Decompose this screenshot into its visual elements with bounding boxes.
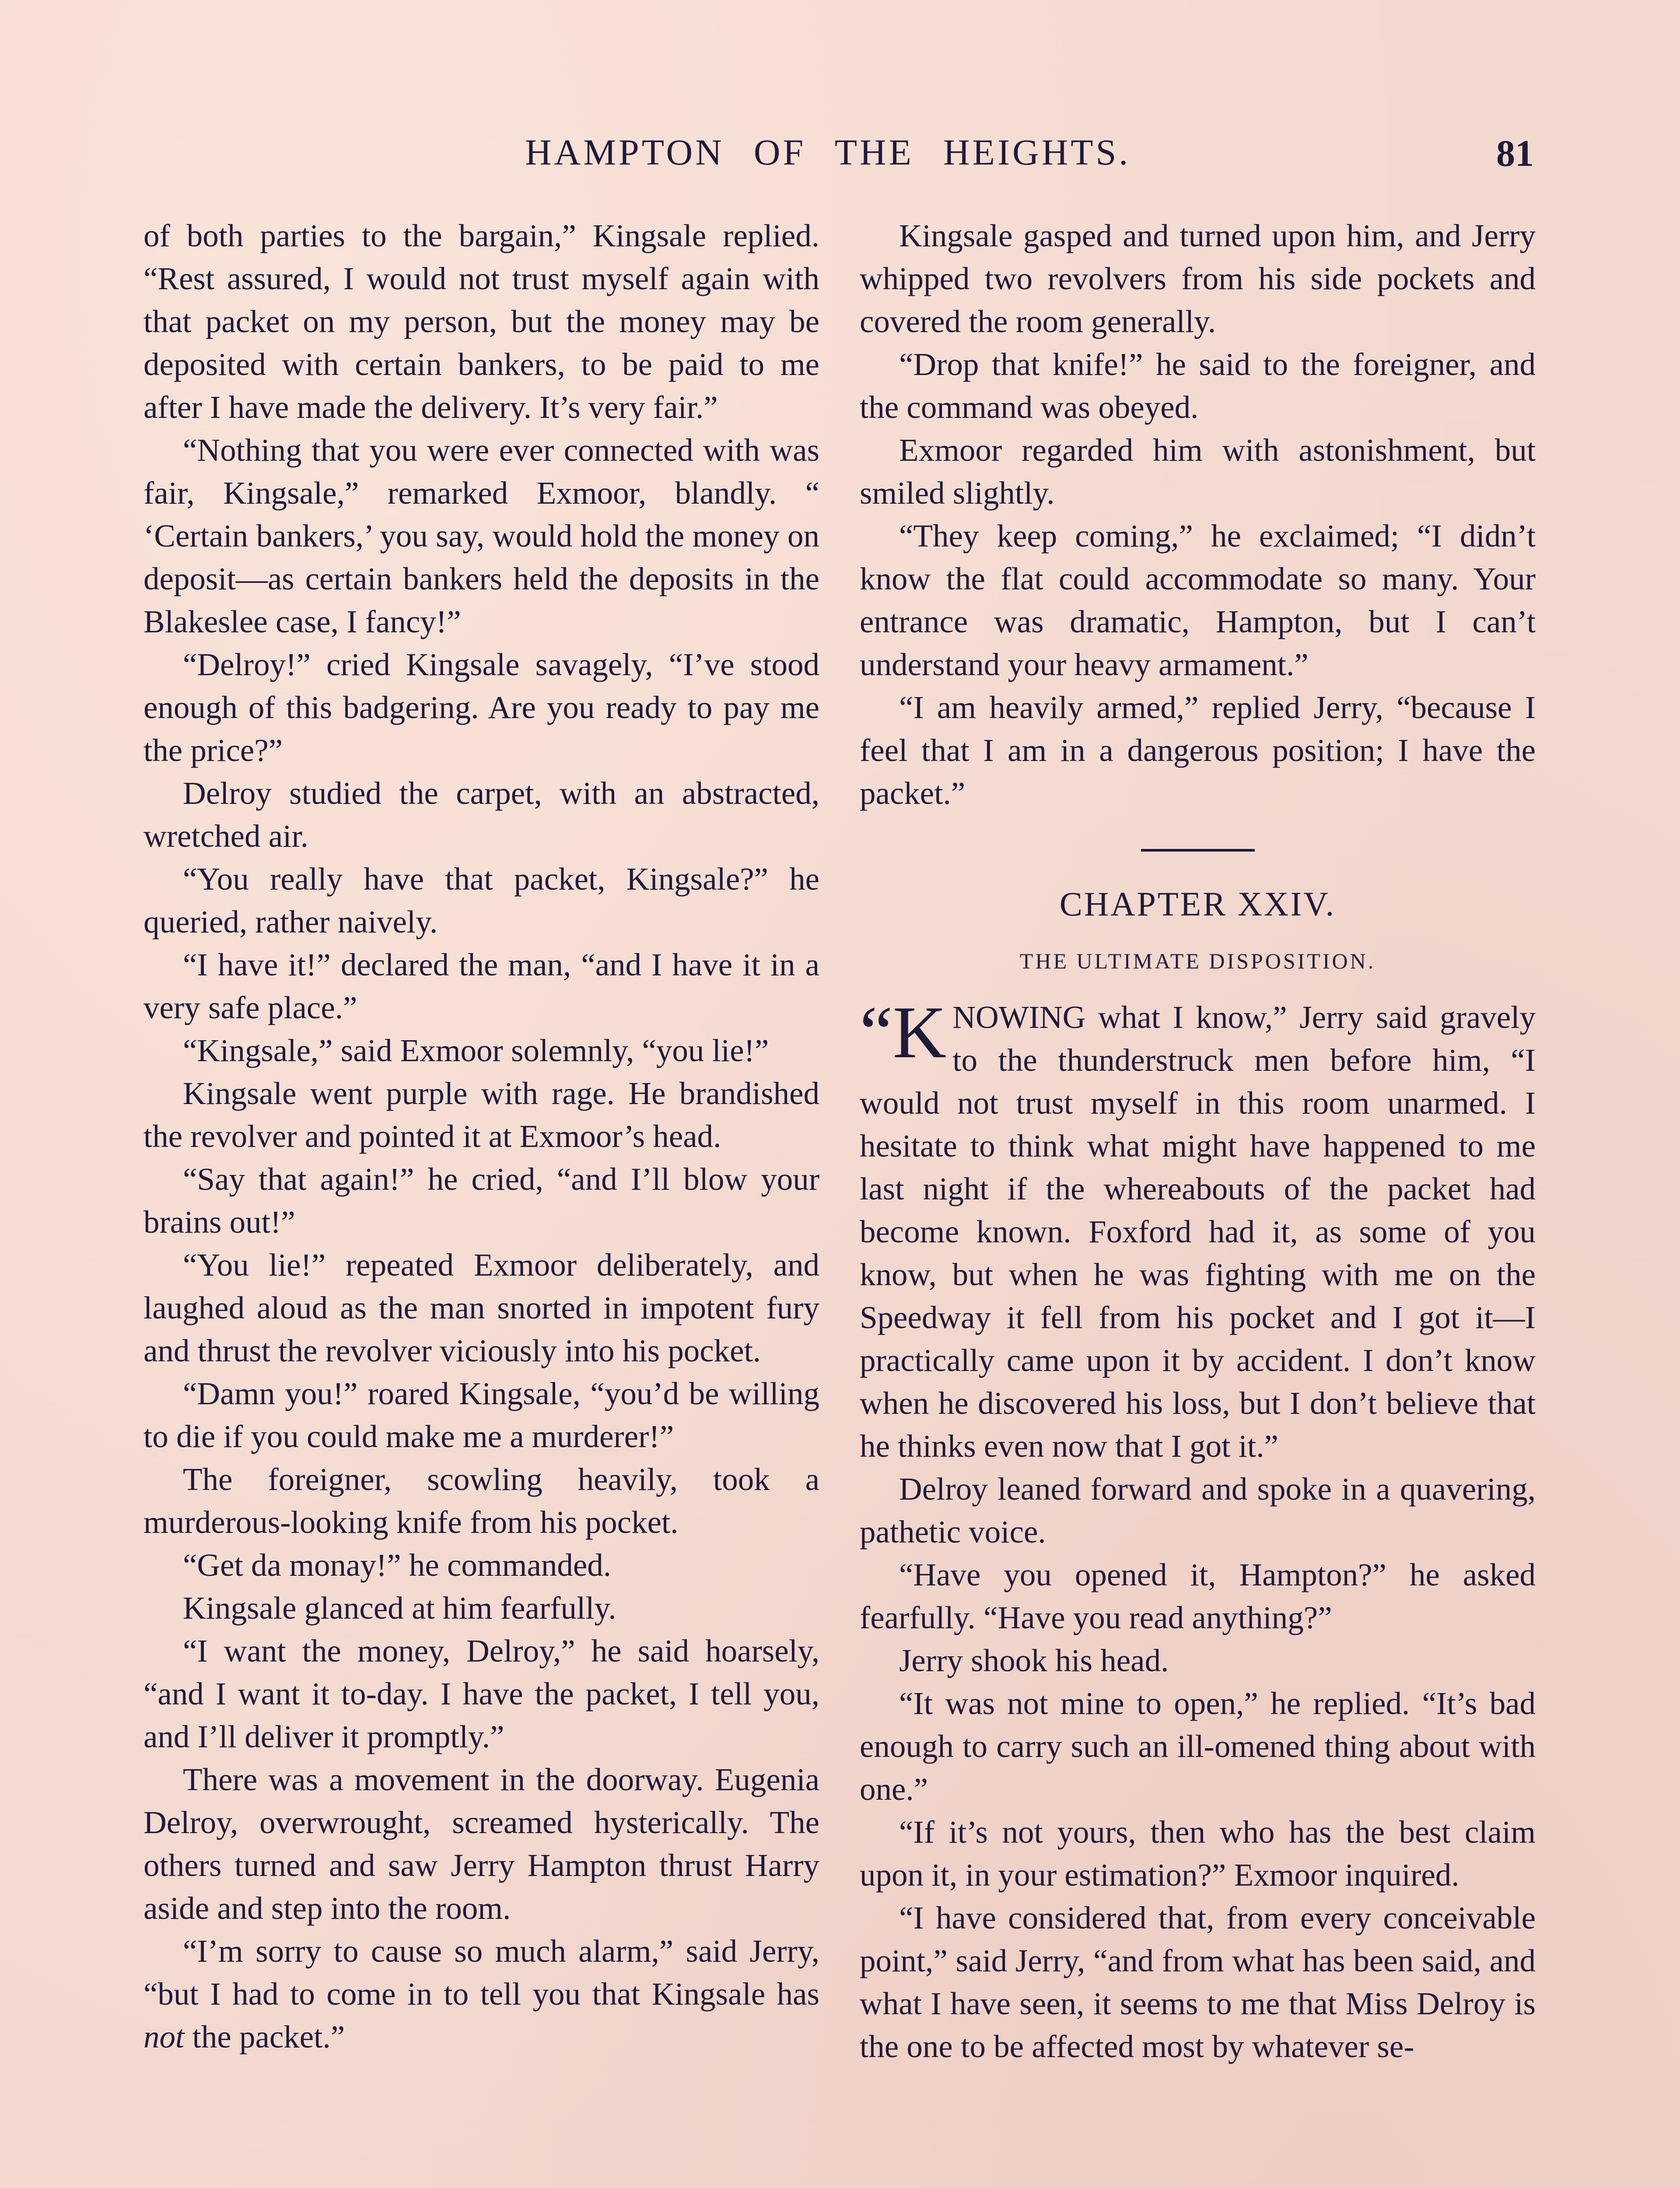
page-number: 81 <box>1496 132 1534 174</box>
paragraph: The foreigner, scowling heavily, took a murderous-looking knife from his pocket. <box>144 1462 819 1540</box>
emphasis-word: not <box>144 2019 185 2055</box>
running-title: HAMPTON OF THE HEIGHTS. <box>525 132 1131 173</box>
paragraph: “You really have that packet, Kingsale?” he queried, rather naively. <box>144 861 819 940</box>
paragraph: of both parties to the bargain,” Kingsale replied. “Rest assured, I would not trust myself again with that packet on my person, but the money may be deposited with certain bankers, to be paid to me after I have made the delivery. It’s very fair.” <box>144 218 819 425</box>
paragraph: There was a movement in the doorway. Eugenia Delroy, overwrought, screamed hysterically. The others turned and saw Jerry Hampton thrust Harry aside and step into the room. <box>144 1762 819 1926</box>
paragraph: “Get da monay!” he commanded. <box>183 1547 612 1583</box>
paragraph: “I have it!” declared the man, “and I have it in a very safe place.” <box>144 947 819 1025</box>
paragraph-last <box>144 1930 819 2058</box>
drop-cap-letter: K <box>892 991 947 1073</box>
paragraph: Kingsale glanced at him fearfully. <box>183 1590 616 1626</box>
paragraph: “Damn you!” roared Kingsale, “you’d be willing to die if you could make me a murderer!” <box>144 1376 819 1454</box>
chapter-subtitle: THE ULTIMATE DISPOSITION. <box>1019 949 1376 973</box>
drop-cap <box>860 991 947 1073</box>
right-column <box>860 214 1536 2068</box>
paragraph: “They keep coming,” he exclaimed; “I didn’t know the flat could accommodate so many. Your entrance was dramatic, Hampton, but I can’t understand your heavy armament.” <box>860 518 1536 682</box>
paragraph: “Have you opened it, Hampton?” he asked fearfully. “Have you read anything?” <box>860 1557 1536 1635</box>
text-run: “I’m sorry to cause so much alarm,” said Jerry, “but I had to come in to tell you that Kingsale has <box>144 1933 819 2012</box>
chapter-title: CHAPTER XXIV. <box>1059 885 1336 923</box>
paragraph: “Kingsale,” said Exmoor solemnly, “you lie!” <box>183 1033 769 1068</box>
opening-text: NOWING what I know,” Jerry said gravely to the thunderstruck men before him, “I would not trust myself in this room unarmed. I hesitate to think what might have happened to me last night if the whereabouts of the packet had become known. Foxford had it, as some of you know, but when he was fighting with me on the Speedway it fell from his pocket and I got it—I practically came upon it by accident. I don’t know when he discovered his loss, but I don’t believe that he thinks even now that I got it.” <box>860 999 1536 1464</box>
paragraph: “Drop that knife!” he said to the foreigner, and the command was obeyed. <box>860 347 1536 425</box>
text-run: the packet.” <box>184 2019 345 2055</box>
paragraph: “Delroy!” cried Kingsale savagely, “I’ve stood enough of this badgering. Are you ready to pay me the price?” <box>144 647 819 768</box>
paragraph: “It was not mine to open,” he replied. “It’s bad enough to carry such an ill-omened thing about with one.” <box>860 1686 1536 1807</box>
section-divider <box>1141 849 1255 852</box>
drop-cap-quote: “ <box>860 991 893 1073</box>
paragraph: Delroy leaned forward and spoke in a quavering, pathetic voice. <box>860 1471 1536 1550</box>
paragraph: “I want the money, Delroy,” he said hoarsely, “and I want it to-day. I have the packet, I tell you, and I’ll deliver it promptly.” <box>144 1633 819 1754</box>
paragraph: “Nothing that you were ever connected with was fair, Kingsale,” remarked Exmoor, blandly. “ ‘Certain bankers,’ you say, would hold the money on deposit—as certain bankers held the deposits in the Blakeslee case, I fancy!” <box>144 432 819 639</box>
paragraph: Jerry shook his head. <box>899 1643 1169 1678</box>
paragraph: Delroy studied the carpet, with an abstracted, wretched air. <box>144 775 819 854</box>
chapter-opening-paragraph <box>860 991 1536 1468</box>
paragraph: “Say that again!” he cried, “and I’ll blow your brains out!” <box>144 1161 819 1240</box>
paragraph: “You lie!” repeated Exmoor deliberately, and laughed aloud as the man snorted in impotent fury and thrust the revolver viciously into his pocket. <box>144 1247 819 1368</box>
paragraph: Kingsale gasped and turned upon him, and Jerry whipped two revolvers from his side pockets and covered the room generally. <box>860 218 1536 339</box>
paragraph: Kingsale went purple with rage. He brandished the revolver and pointed it at Exmoor’s head. <box>144 1076 819 1154</box>
left-column <box>144 214 819 2058</box>
paragraph: “If it’s not yours, then who has the best claim upon it, in your estimation?” Exmoor inquired. <box>860 1814 1536 1893</box>
paragraph: “I have considered that, from every conceivable point,” said Jerry, “and from what has been said, and what I have seen, it seems to me that Miss Delroy is the one to be affected most by whatever se- <box>860 1900 1536 2064</box>
paragraph: Exmoor regarded him with astonishment, but smiled slightly. <box>860 432 1536 511</box>
paragraph: “I am heavily armed,” replied Jerry, “because I feel that I am in a dangerous position; I have the packet.” <box>860 690 1536 811</box>
